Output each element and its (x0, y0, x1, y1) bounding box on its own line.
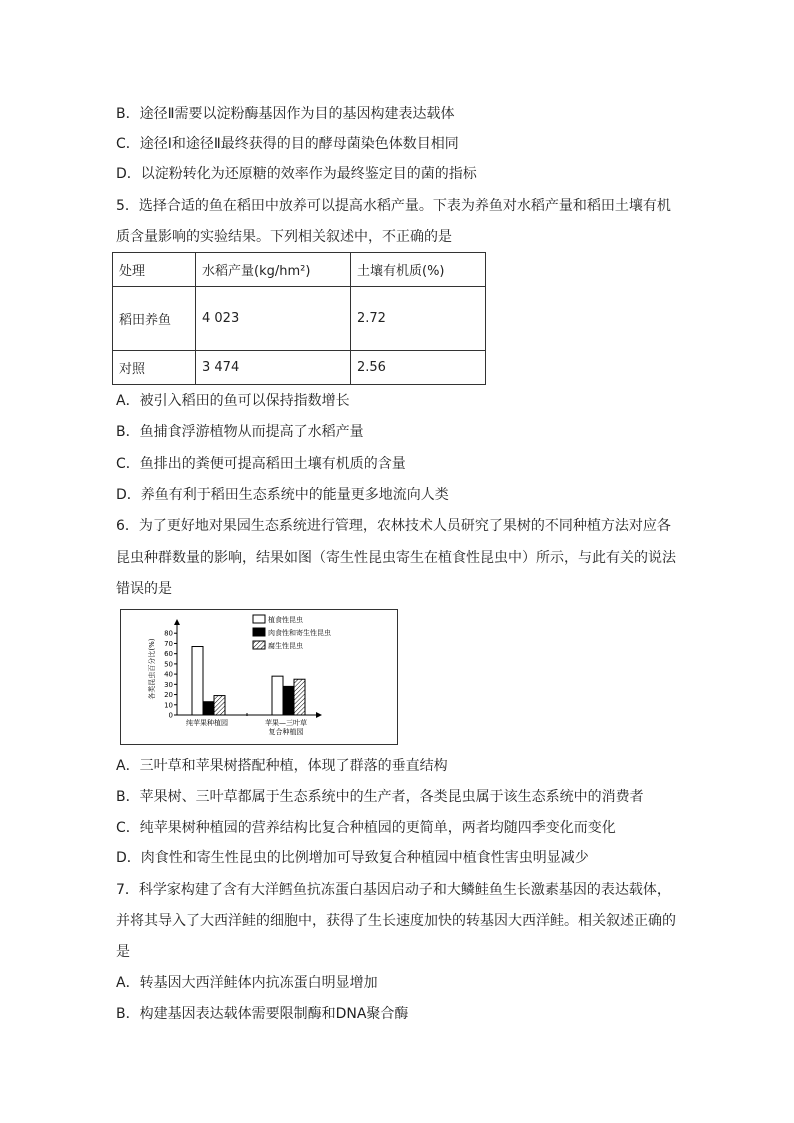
y-tick-label: 60 (164, 650, 173, 659)
y-tick-label: 70 (164, 639, 173, 648)
q6-stem-line-2: 昆虫种群数量的影响，结果如图（寄生性昆虫寄生在植食性昆虫中）所示，与此有关的说法 (116, 550, 676, 566)
q4-option-d: D．以淀粉转化为还原糖的效率作为最终鉴定目的菌的指标 (116, 166, 477, 182)
legend-label: 腐生性昆虫 (268, 642, 303, 650)
q5-stem-line-2: 质含量影响的实验结果。下列相关叙述中，不正确的是 (116, 229, 452, 245)
y-tick-label: 50 (164, 660, 173, 669)
table-cell: 2.72 (351, 287, 486, 351)
bar-carnivore-parasitoid (283, 686, 294, 715)
bar-saprophagous (214, 696, 225, 715)
q7-stem-line-2: 并将其导入了大西洋鲑的细胞中，获得了生长速度加快的转基因大西洋鲑。相关叙述正确的 (116, 913, 676, 929)
bar-herbivore (192, 647, 203, 715)
q6-stem-line-1: 6．为了更好地对果园生态系统进行管理，农林技术人员研究了果树的不同种植方法对应各 (116, 518, 671, 534)
table-header-cell: 水稻产量(kg/hm²) (196, 253, 351, 287)
insect-bar-chart-figure (120, 609, 398, 745)
y-tick-label: 80 (164, 629, 173, 638)
y-axis-label: 各类昆虫百分比(%) (148, 638, 156, 700)
q7-option-b: B．构建基因表达载体需要限制酶和DNA聚合酶 (116, 1006, 409, 1022)
y-tick-label: 0 (168, 711, 173, 720)
q7-option-a: A．转基因大西洋鲑体内抗冻蛋白明显增加 (116, 975, 378, 991)
insect-bar-chart (121, 610, 397, 744)
legend-label: 肉食性和寄生性昆虫 (268, 629, 331, 637)
y-axis-arrow (174, 619, 180, 625)
legend-swatch (253, 615, 265, 623)
x-category-label-line-2: 复合种植园 (268, 728, 304, 736)
legend-label: 植食性昆虫 (268, 616, 303, 624)
table-cell: 4 023 (196, 287, 351, 351)
q4-option-c: C．途径Ⅰ和途径Ⅱ最终获得的目的酵母菌染色体数目相同 (116, 136, 459, 152)
y-tick-label: 10 (164, 701, 173, 710)
q6-option-b: B．苹果树、三叶草都属于生态系统中的生产者，各类昆虫属于该生态系统中的消费者 (116, 789, 644, 805)
table-row (113, 287, 486, 351)
y-tick-label: 20 (164, 691, 173, 700)
q6-stem-line-3: 错误的是 (116, 581, 172, 597)
bar-herbivore (272, 676, 283, 715)
q5-option-b: B．鱼捕食浮游植物从而提高了水稻产量 (116, 424, 364, 440)
q4-option-b: B．途径Ⅱ需要以淀粉酶基因作为目的基因构建表达载体 (116, 106, 455, 122)
q5-option-d: D．养鱼有利于稻田生态系统中的能量更多地流向人类 (116, 487, 449, 503)
q6-option-d: D．肉食性和寄生性昆虫的比例增加可导致复合种植园中植食性害虫明显减少 (116, 850, 589, 866)
bar-carnivore-parasitoid (203, 702, 214, 715)
legend-swatch (253, 628, 265, 636)
q5-option-c: C．鱼排出的粪便可提高稻田土壤有机质的含量 (116, 456, 406, 472)
bar-saprophagous (294, 679, 305, 715)
x-category-label: 纯苹果种植园 (186, 719, 228, 727)
y-tick-label: 40 (164, 670, 173, 679)
q5-option-a: A．被引入稻田的鱼可以保持指数增长 (116, 393, 350, 409)
x-axis-arrow (316, 712, 322, 718)
table-cell: 3 474 (196, 351, 351, 385)
table-row (113, 351, 486, 385)
table-cell: 对照 (113, 351, 196, 385)
table-header-row (113, 253, 486, 287)
legend-swatch (253, 641, 265, 649)
table-header-cell: 土壤有机质(%) (351, 253, 486, 287)
q6-option-a: A．三叶草和苹果树搭配种植，体现了群落的垂直结构 (116, 758, 448, 774)
y-tick-label: 30 (164, 680, 173, 689)
q7-stem-line-1: 7．科学家构建了含有大洋鳕鱼抗冻蛋白基因启动子和大鳞鲑鱼生长激素基因的表达载体， (116, 882, 671, 898)
x-category-label-line-1: 苹果—三叶草 (265, 719, 307, 727)
table-cell: 2.56 (351, 351, 486, 385)
table-cell: 稻田养鱼 (113, 287, 196, 351)
q6-option-c: C．纯苹果树种植园的营养结构比复合种植园的更简单，两者均随四季变化而变化 (116, 820, 616, 836)
q5-data-table (112, 252, 486, 385)
q7-stem-line-3: 是 (116, 944, 130, 960)
table-header-cell: 处理 (113, 253, 196, 287)
q5-stem-line-1: 5．选择合适的鱼在稻田中放养可以提高水稻产量。下表为养鱼对水稻产量和稻田土壤有机 (116, 198, 671, 214)
